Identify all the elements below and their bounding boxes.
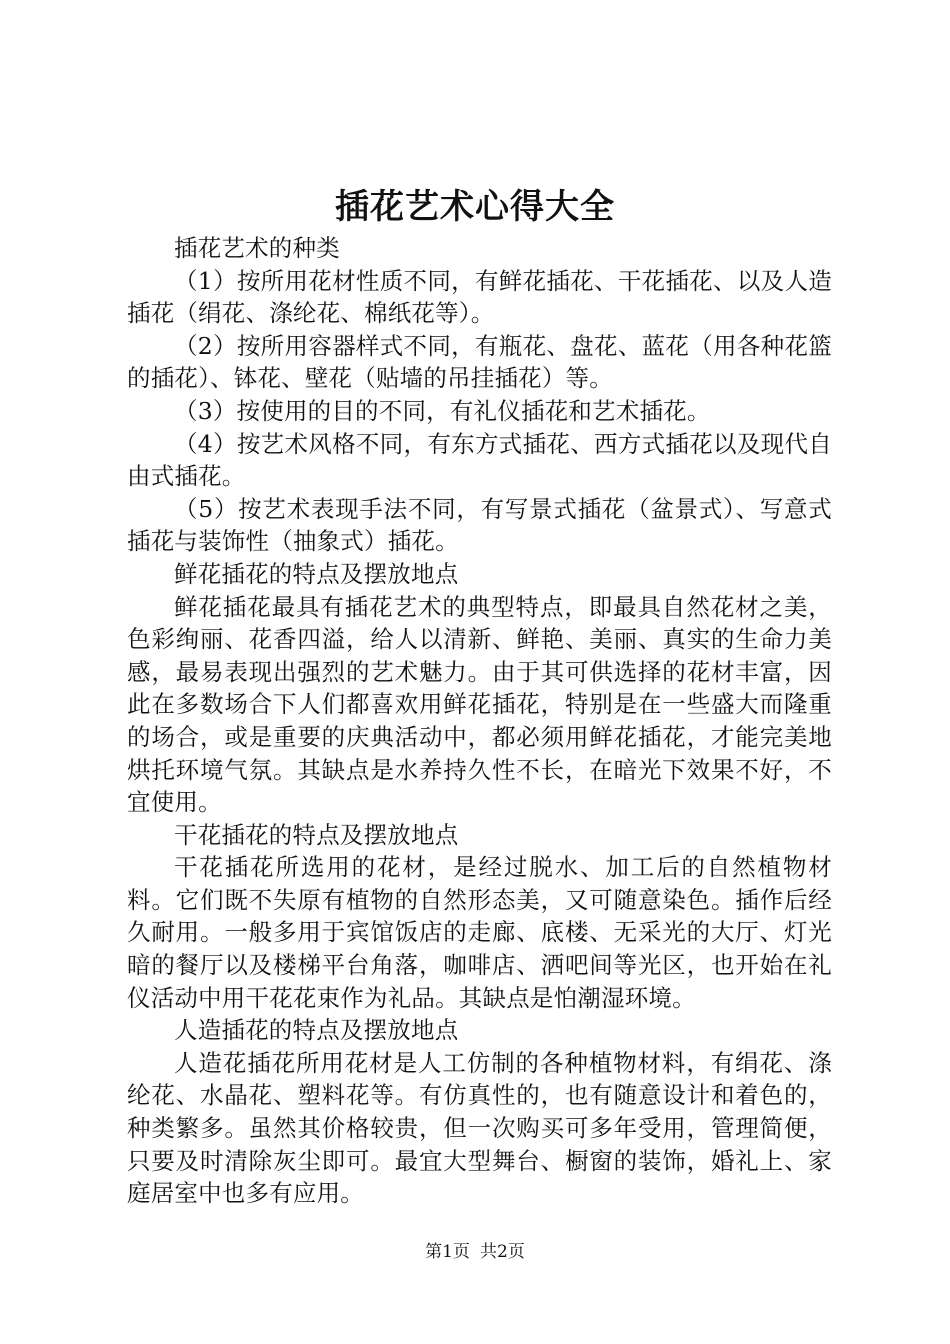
paragraph-type-1: （1）按所用花材性质不同，有鲜花插花、干花插花、以及人造插花（绢花、涤纶花、棉纸花等）。 — [127, 266, 832, 328]
paragraph-dried-flowers: 干花插花所选用的花材，是经过脱水、加工后的自然植物材料。它们既不失原有植物的自然形态美，又可随意染色。插作后经久耐用。一般多用于宾馆饭店的走廊、底楼、无采光的大厅、灯光暗的餐厅以及楼梯平台角落，咖啡店、洒吧间等光区，也开始在礼仪活动中用干花花束作为礼品。其缺点是怕潮湿环境。 — [127, 853, 832, 1012]
section-heading-types: 插花艺术的种类 — [174, 234, 340, 262]
paragraph-type-5: （5）按艺术表现手法不同，有写景式插花（盆景式）、写意式插花与装饰性（抽象式）插花。 — [127, 494, 832, 556]
paragraph-type-3: （3）按使用的目的不同，有礼仪插花和艺术插花。 — [174, 396, 711, 425]
document-title: 插花艺术心得大全 — [335, 187, 615, 227]
page-footer — [0, 1240, 950, 1264]
document-body — [127, 232, 832, 1210]
section-heading-dried-flowers: 干花插花的特点及摆放地点 — [174, 820, 459, 849]
paragraph-artificial-flowers: 人造花插花所用花材是人工仿制的各种植物材料，有绢花、涤纶花、水晶花、塑料花等。有仿真性的，也有随意设计和着色的，种类繁多。虽然其价格较贵，但一次购买可多年受用，管理简便，只要及时清除灰尘即可。最宜大型舞台、橱窗的装饰，婚礼上、家庭居室中也多有应用。 — [127, 1048, 832, 1208]
section-heading-fresh-flowers: 鲜花插花的特点及摆放地点 — [174, 559, 459, 588]
page-total: 共2页 — [480, 1242, 525, 1262]
paragraph-type-2: （2）按所用容器样式不同，有瓶花、盘花、蓝花（用各种花篮的插花）、钵花、壁花（贴墙的吊挂插花）等。 — [127, 331, 832, 393]
paragraph-type-4: （4）按艺术风格不同，有东方式插花、西方式插花以及现代自由式插花。 — [127, 429, 832, 491]
section-heading-artificial-flowers: 人造插花的特点及摆放地点 — [174, 1016, 459, 1045]
page-number: 第1页 — [425, 1242, 470, 1262]
paragraph-fresh-flowers: 鲜花插花最具有插花艺术的典型特点，即最具自然花材之美，色彩绚丽、花香四溢，给人以清新、鲜艳、美丽、真实的生命力美感，最易表现出强烈的艺术魅力。由于其可供选择的花材丰富，因此在多数场合下人们都喜欢用鲜花插花，特别是在一些盛大而隆重的场合，或是重要的庆典活动中，都必须用鲜花插花，才能完美地烘托环境气氛。其缺点是水养持久性不长，在暗光下效果不好，不宜使用。 — [127, 592, 832, 817]
